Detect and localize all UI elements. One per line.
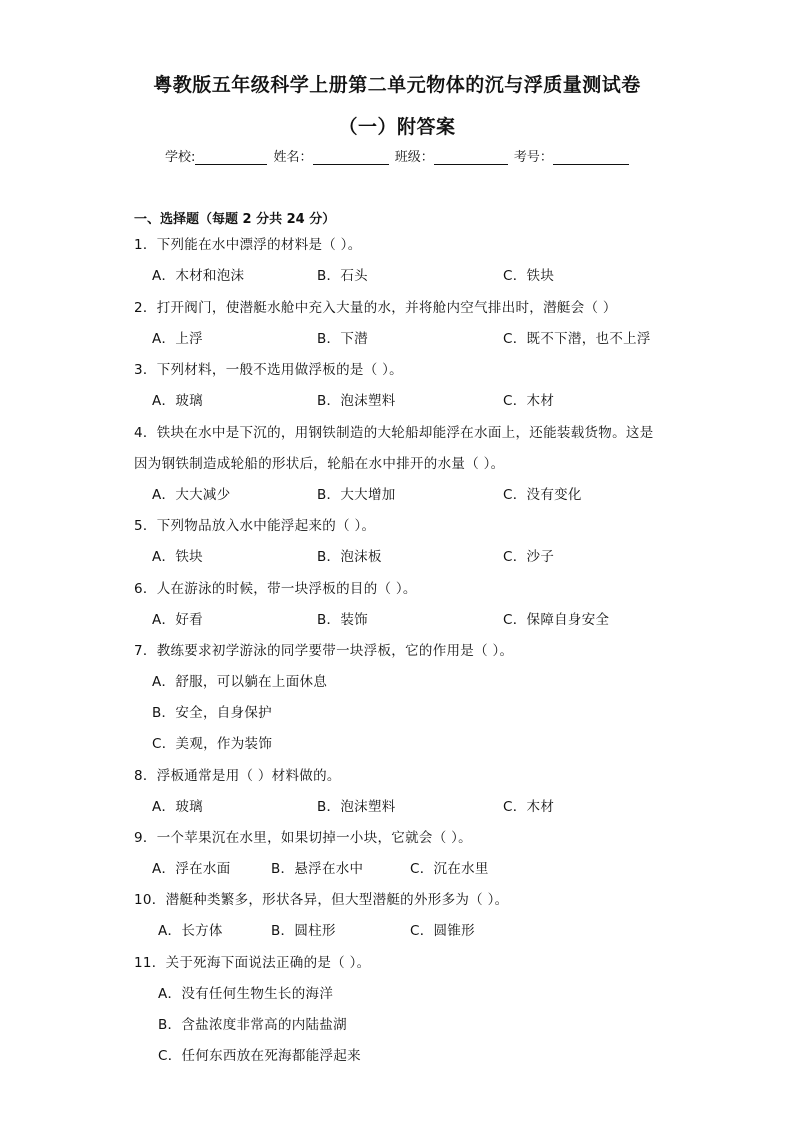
q8-option-b[interactable]: B．泡沫塑料: [317, 799, 396, 815]
question-4: 4．铁块在水中是下沉的，用钢铁制造的大轮船却能浮在水面上，还能装载货物。这是: [134, 425, 654, 441]
q4-option-a[interactable]: A．大大减少: [152, 487, 231, 503]
q10-option-c[interactable]: C．圆锥形: [410, 923, 475, 939]
question-4-line2: 因为钢铁制造成轮船的形状后，轮船在水中排开的水量（ ）。: [134, 456, 505, 472]
q7-option-b[interactable]: B．安全，自身保护: [152, 705, 272, 721]
q8-option-a[interactable]: A．玻璃: [152, 799, 203, 815]
q7-option-a[interactable]: A．舒服，可以躺在上面休息: [152, 674, 328, 690]
question-7: 7．教练要求初学游泳的同学要带一块浮板，它的作用是（ ）。: [134, 643, 514, 659]
question-10: 10．潜艇种类繁多，形状各异，但大型潜艇的外形多为（ ）。: [134, 892, 509, 908]
q1-option-a[interactable]: A．木材和泡沫: [152, 268, 245, 284]
class-label: 班级：: [394, 150, 434, 165]
page-title-line2: （一）附答案: [338, 116, 456, 138]
q3-option-a[interactable]: A．玻璃: [152, 393, 203, 409]
school-blank[interactable]: [195, 150, 267, 165]
q6-option-c[interactable]: C．保障自身安全: [503, 612, 610, 628]
question-3: 3．下列材料，一般不选用做浮板的是（ ）。: [134, 362, 403, 378]
q5-option-b[interactable]: B．泡沫板: [317, 549, 382, 565]
exam-number-label: 考号：: [513, 150, 553, 165]
school-label: 学校:: [165, 150, 196, 165]
q3-option-c[interactable]: C．木材: [503, 393, 555, 409]
question-8: 8．浮板通常是用（ ）材料做的。: [134, 768, 341, 784]
q1-option-b[interactable]: B．石头: [317, 268, 368, 284]
student-info-row: [165, 146, 631, 165]
q11-option-c[interactable]: C．任何东西放在死海都能浮起来: [158, 1048, 361, 1064]
q2-option-c[interactable]: C．既不下潜，也不上浮: [503, 331, 651, 347]
q11-option-b[interactable]: B．含盐浓度非常高的内陆盐湖: [158, 1017, 347, 1033]
name-blank[interactable]: [313, 150, 389, 165]
q4-option-c[interactable]: C．没有变化: [503, 487, 582, 503]
class-blank[interactable]: [434, 150, 508, 165]
q10-option-b[interactable]: B．圆柱形: [271, 923, 336, 939]
q10-option-a[interactable]: A．长方体: [158, 923, 223, 939]
question-9: 9．一个苹果沉在水里，如果切掉一小块，它就会（ ）。: [134, 830, 472, 846]
q5-option-a[interactable]: A．铁块: [152, 549, 203, 565]
q1-option-c[interactable]: C．铁块: [503, 268, 555, 284]
q7-option-c[interactable]: C．美观，作为装饰: [152, 736, 273, 752]
exam-number-blank[interactable]: [553, 150, 629, 165]
q11-option-a[interactable]: A．没有任何生物生长的海洋: [158, 986, 334, 1002]
question-5: 5．下列物品放入水中能浮起来的（ ）。: [134, 518, 376, 534]
q4-option-b[interactable]: B．大大增加: [317, 487, 396, 503]
q9-option-c[interactable]: C．沉在水里: [410, 861, 489, 877]
question-6: 6．人在游泳的时候，带一块浮板的目的（ ）。: [134, 581, 417, 597]
q6-option-b[interactable]: B．装饰: [317, 612, 368, 628]
q9-option-b[interactable]: B．悬浮在水中: [271, 861, 364, 877]
q2-option-b[interactable]: B．下潜: [317, 331, 368, 347]
q2-option-a[interactable]: A．上浮: [152, 331, 203, 347]
q5-option-c[interactable]: C．沙子: [503, 549, 555, 565]
section-heading: 一、选择题（每题 2 分共 24 分）: [134, 212, 336, 227]
question-1: 1．下列能在水中漂浮的材料是（ ）。: [134, 237, 362, 253]
page-title-line1: 粤教版五年级科学上册第二单元物体的沉与浮质量测试卷: [153, 74, 641, 96]
question-11: 11．关于死海下面说法正确的是（ ）。: [134, 955, 371, 971]
q8-option-c[interactable]: C．木材: [503, 799, 555, 815]
q6-option-a[interactable]: A．好看: [152, 612, 203, 628]
q3-option-b[interactable]: B．泡沫塑料: [317, 393, 396, 409]
q9-option-a[interactable]: A．浮在水面: [152, 861, 231, 877]
name-label: 姓名：: [273, 150, 313, 165]
question-2: 2．打开阀门，使潜艇水舱中充入大量的水，并将舱内空气排出时，潜艇会（ ）: [134, 300, 617, 316]
